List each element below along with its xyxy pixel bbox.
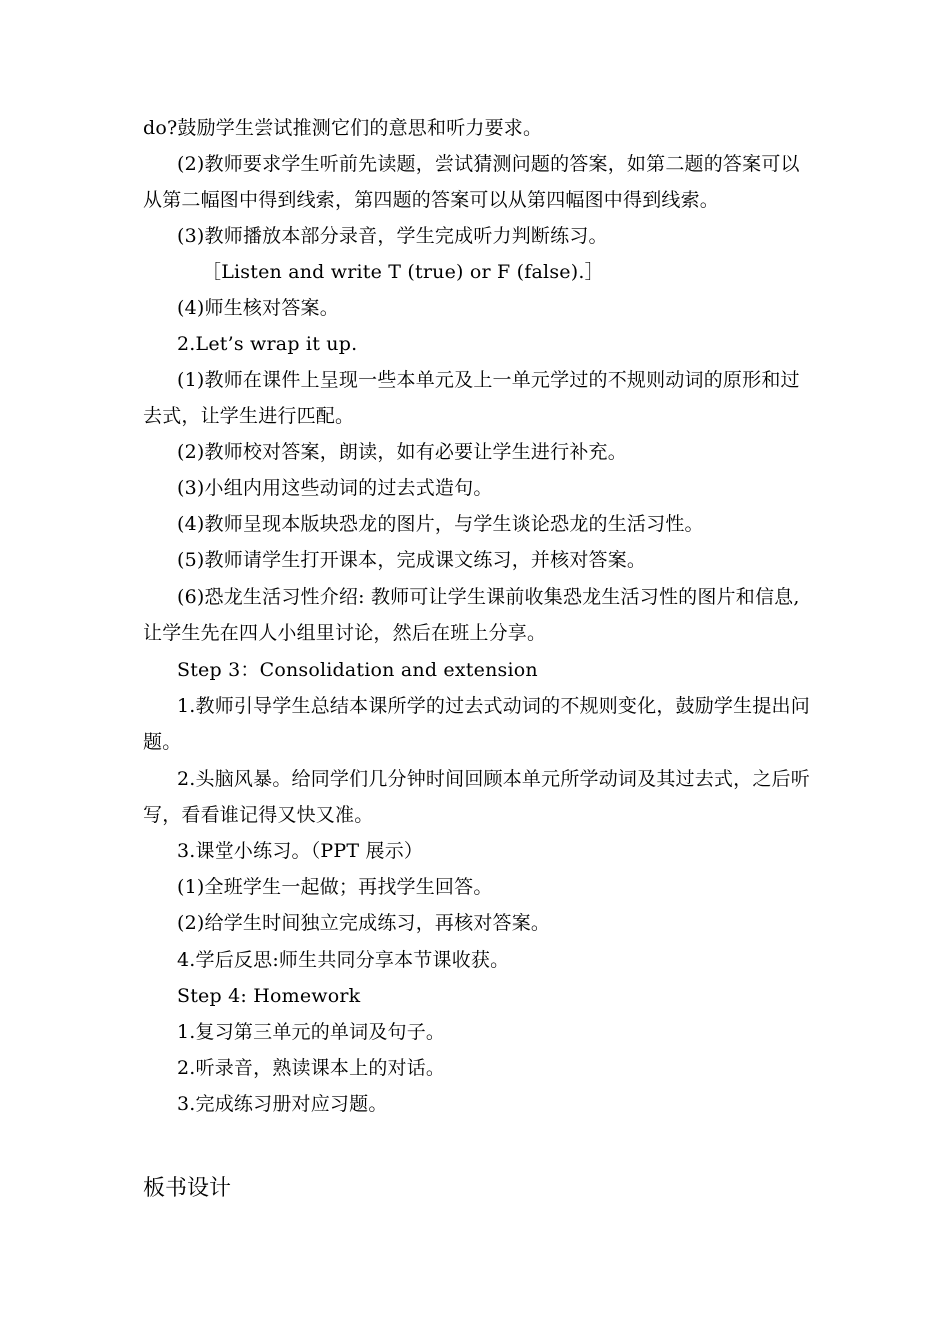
paragraph-line: (1)教师在课件上呈现一些本单元及上一单元学过的不规则动词的原形和过	[177, 369, 800, 391]
paragraph-line: 让学生先在四人小组里讨论，然后在班上分享。	[143, 622, 547, 644]
paragraph-line: 写，看看谁记得又快又准。	[143, 804, 374, 826]
paragraph-line: (5)教师请学生打开课本，完成课文练习，并核对答案。	[177, 549, 647, 571]
paragraph-line: 去式，让学生进行匹配。	[143, 405, 355, 427]
paragraph-line: 2.Let’s wrap it up.	[177, 333, 358, 355]
section-heading: 板书设计	[143, 1176, 232, 1201]
paragraph-line: (2)教师要求学生听前先读题，尝试猜测问题的答案，如第二题的答案可以	[177, 153, 800, 175]
paragraph-line: (4)教师呈现本版块恐龙的图片，与学生谈论恐龙的生活习性。	[177, 513, 704, 535]
paragraph-line: Step 3：Consolidation and extension	[177, 659, 538, 681]
paragraph-line: 从第二幅图中得到线索，第四题的答案可以从第四幅图中得到线索。	[143, 189, 720, 211]
paragraph-line: 题。	[143, 731, 182, 753]
paragraph-line: ［Listen and write T (true) or F (false).］	[202, 261, 604, 283]
paragraph-line: 4.学后反思:师生共同分享本节课收获。	[177, 949, 510, 971]
paragraph-line: do?鼓励学生尝试推测它们的意思和听力要求。	[143, 117, 543, 139]
paragraph-line: 2.听录音，熟读课本上的对话。	[177, 1057, 446, 1079]
paragraph-line: (2)教师校对答案，朗读，如有必要让学生进行补充。	[177, 441, 627, 463]
paragraph-line: (1)全班学生一起做；再找学生回答。	[177, 876, 493, 898]
paragraph-line: (6)恐龙生活习性介绍: 教师可让学生课前收集恐龙生活习性的图片和信息,	[177, 586, 800, 608]
paragraph-line: 3.完成练习册对应习题。	[177, 1093, 388, 1115]
paragraph-line: (3)教师播放本部分录音，学生完成听力判断练习。	[177, 225, 608, 247]
paragraph-line: Step 4: Homework	[177, 985, 361, 1007]
paragraph-line: (4)师生核对答案。	[177, 297, 339, 319]
paragraph-line: (2)给学生时间独立完成练习，再核对答案。	[177, 912, 551, 934]
paragraph-line: 2.头脑风暴。给同学们几分钟时间回顾本单元所学动词及其过去式，之后听	[177, 768, 810, 790]
paragraph-line: 1.复习第三单元的单词及句子。	[177, 1021, 446, 1043]
paragraph-line: (3)小组内用这些动词的过去式造句。	[177, 477, 493, 499]
paragraph-line: 1.教师引导学生总结本课所学的过去式动词的不规则变化，鼓励学生提出问	[177, 695, 810, 717]
paragraph-line: 3.课堂小练习。（PPT 展示）	[177, 840, 424, 862]
